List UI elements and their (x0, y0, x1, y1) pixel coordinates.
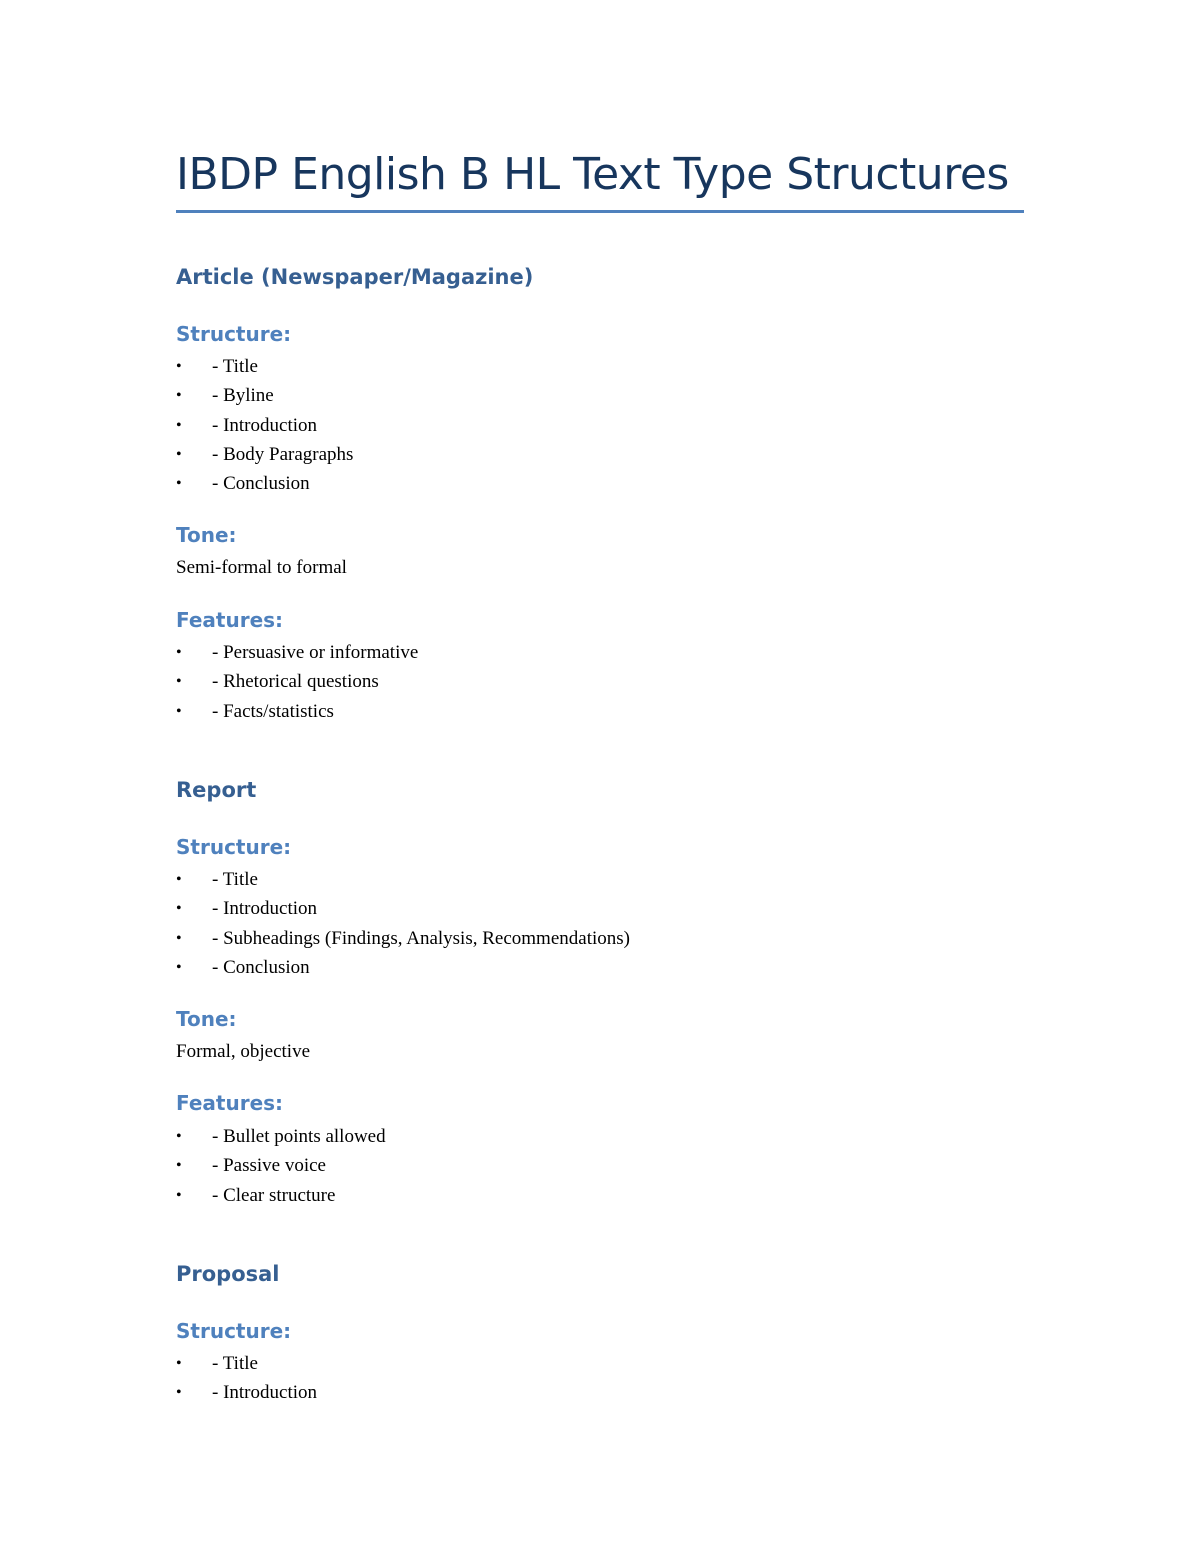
features-label: Features: (176, 608, 284, 632)
bullet-icon: • (176, 871, 182, 888)
bullet-icon: • (176, 475, 182, 493)
tone-label: Tone: (176, 523, 237, 547)
bullet-icon: • (176, 900, 182, 918)
document-title: IBDP English B HL Text Type Structures (176, 149, 1009, 200)
section-heading-proposal: Proposal (176, 1262, 280, 1286)
bullet-icon: • (176, 1355, 182, 1372)
bullet-icon: • (176, 416, 182, 434)
tone-label: Tone: (176, 1007, 237, 1031)
bullet-icon: • (176, 673, 182, 691)
bullet-icon: • (176, 1384, 182, 1402)
structure-label: Structure: (176, 835, 292, 859)
bullet-icon: • (176, 387, 182, 405)
tone-text: Formal, objective (176, 1041, 311, 1062)
bullet-icon: • (176, 929, 182, 947)
features-label: Features: (176, 1091, 284, 1115)
title-underline (176, 210, 1024, 213)
structure-label: Structure: (176, 322, 292, 346)
document-page: IBDP English B HL Text Type Structures Article (Newspaper/Magazine) Structure: • - Title • - Byline • - Introduction • - Body Paragraphs • - Conclusion Tone: Semi-formal to formal Features: • - Persuasive or informative • - Rhetorical questions • - Facts/statistics Report Structure: • - Title • - Introduction • - Subheadings (Findings, Analysis, Recommendations) • - Conclusion Tone: Formal, objective Features: • - Bullet points allowed • - Passive voice • - Clear structure Proposal Structure: • - Title • - Introduction (0, 0, 1200, 1553)
bullet-icon: • (176, 702, 182, 720)
section-heading-report: Report (176, 778, 257, 802)
bullet-icon: • (176, 644, 182, 661)
bullet-icon: • (176, 1186, 182, 1204)
bullet-icon: • (176, 958, 182, 976)
bullet-icon: • (176, 358, 182, 375)
structure-label: Structure: (176, 1319, 292, 1343)
bullet-icon: • (176, 1157, 182, 1175)
section-heading-article: Article (Newspaper/Magazine) (176, 265, 534, 289)
bullet-icon: • (176, 1128, 182, 1145)
tone-text: Semi-formal to formal (176, 557, 347, 578)
bullet-icon: • (176, 445, 182, 463)
